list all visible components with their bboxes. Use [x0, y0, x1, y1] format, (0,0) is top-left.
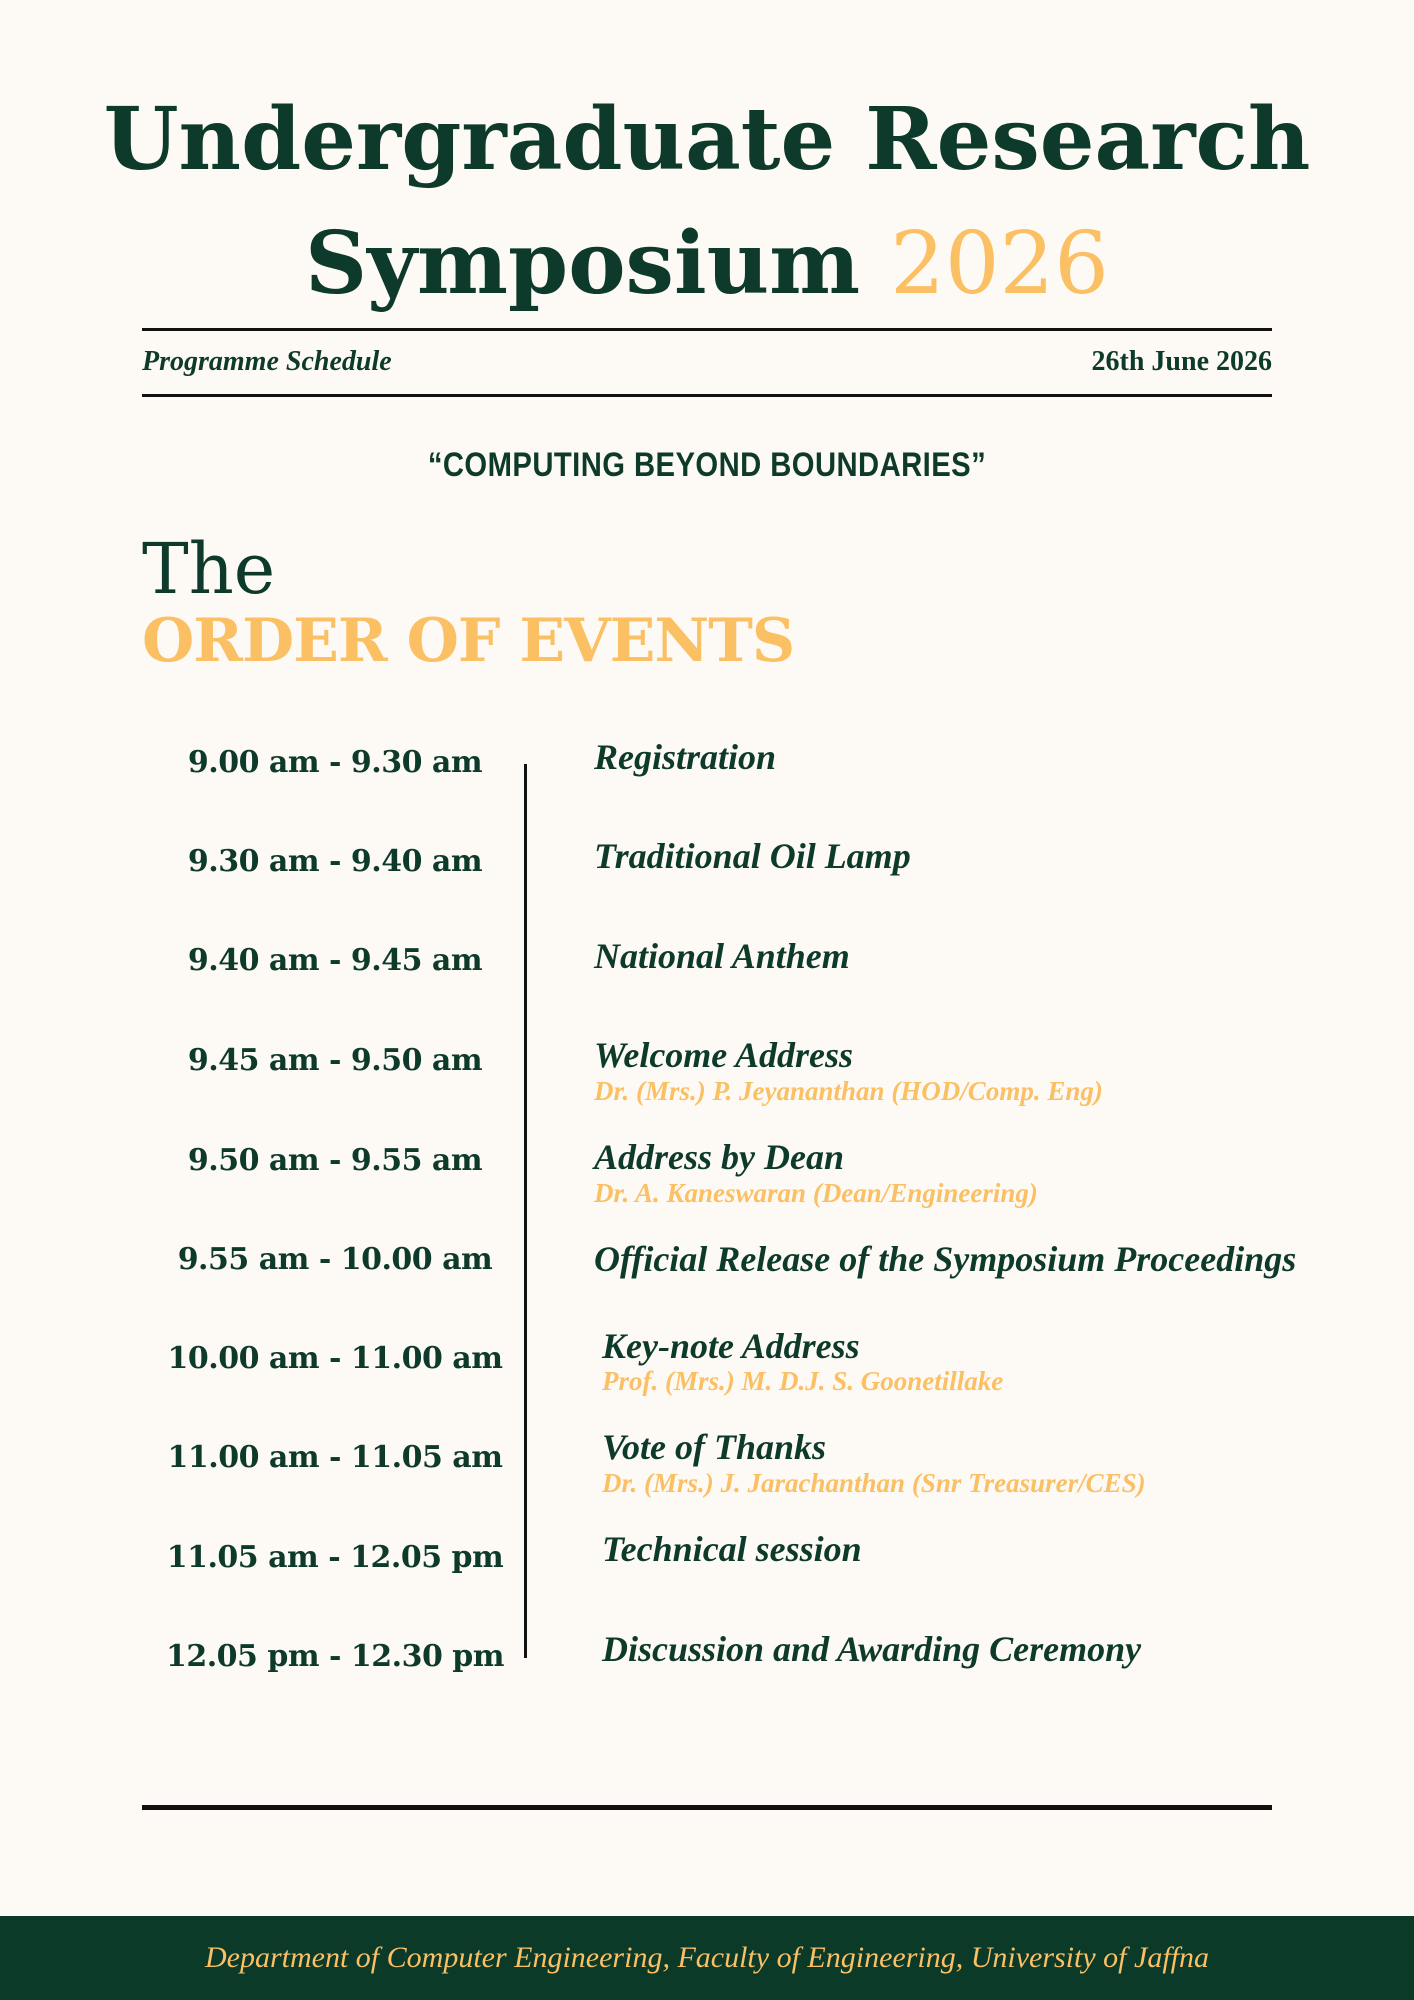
event-time: 10.00 am - 11.00 am: [167, 1341, 503, 1376]
event-speaker: Dr. (Mrs.) P. Jeyananthan (HOD/Comp. Eng): [594, 1076, 1103, 1106]
event-title: Key-note Address: [602, 1326, 860, 1366]
event-title: National Anthem: [594, 936, 850, 976]
title-word: Symposium: [304, 213, 861, 314]
event-time: 9.45 am - 9.50 am: [187, 1043, 483, 1078]
event-title: Technical session: [602, 1529, 862, 1569]
event-time: 9.00 am - 9.30 am: [187, 745, 483, 780]
event-title: Vote of Thanks: [602, 1427, 827, 1467]
footer-bar: [0, 1916, 1414, 2000]
section-heading-order: ORDER OF EVENTS: [142, 606, 795, 676]
event-time: 11.05 am - 12.05 pm: [166, 1540, 504, 1575]
timeline-line: [524, 764, 527, 1658]
event-time: 12.05 pm - 12.30 pm: [165, 1639, 505, 1674]
event-title: Welcome Address: [594, 1035, 853, 1075]
title-line-2: [0, 202, 1414, 326]
bottom-divider: [142, 1805, 1272, 1810]
event-title: Address by Dean: [594, 1137, 844, 1177]
title-line-1: Undergraduate Research: [103, 89, 1311, 190]
event-title: Official Release of the Symposium Proceedings: [594, 1239, 1297, 1279]
event-speaker: Dr. (Mrs.) J. Jarachanthan (Snr Treasurer/CES): [602, 1468, 1146, 1498]
event-time: 11.00 am - 11.05 am: [167, 1440, 503, 1475]
programme-schedule-label: Programme Schedule: [142, 346, 392, 377]
event-title: Registration: [594, 737, 777, 777]
event-time: 9.30 am - 9.40 am: [187, 844, 483, 879]
top-divider: [142, 328, 1272, 331]
theme-text: “COMPUTING BEYOND BOUNDARIES”: [427, 446, 987, 484]
event-speaker: Dr. A. Kaneswaran (Dean/Engineering): [594, 1178, 1038, 1208]
header-divider: [142, 394, 1272, 397]
event-time: 9.50 am - 9.55 am: [187, 1143, 483, 1178]
event-time: 9.40 am - 9.45 am: [187, 943, 483, 978]
title-year: 2026: [890, 214, 1109, 314]
event-time: 9.55 am - 10.00 am: [177, 1242, 493, 1277]
footer-text: Department of Computer Engineering, Faculty of Engineering, University of Jaffna: [205, 1941, 1209, 1974]
event-title: Traditional Oil Lamp: [594, 836, 911, 876]
event-date: 26th June 2026: [1091, 346, 1272, 377]
event-title: Discussion and Awarding Ceremony: [602, 1629, 1142, 1669]
event-speaker: Prof. (Mrs.) M. D.J. S. Goonetillake: [602, 1366, 1004, 1396]
section-heading-the: The: [142, 528, 276, 610]
